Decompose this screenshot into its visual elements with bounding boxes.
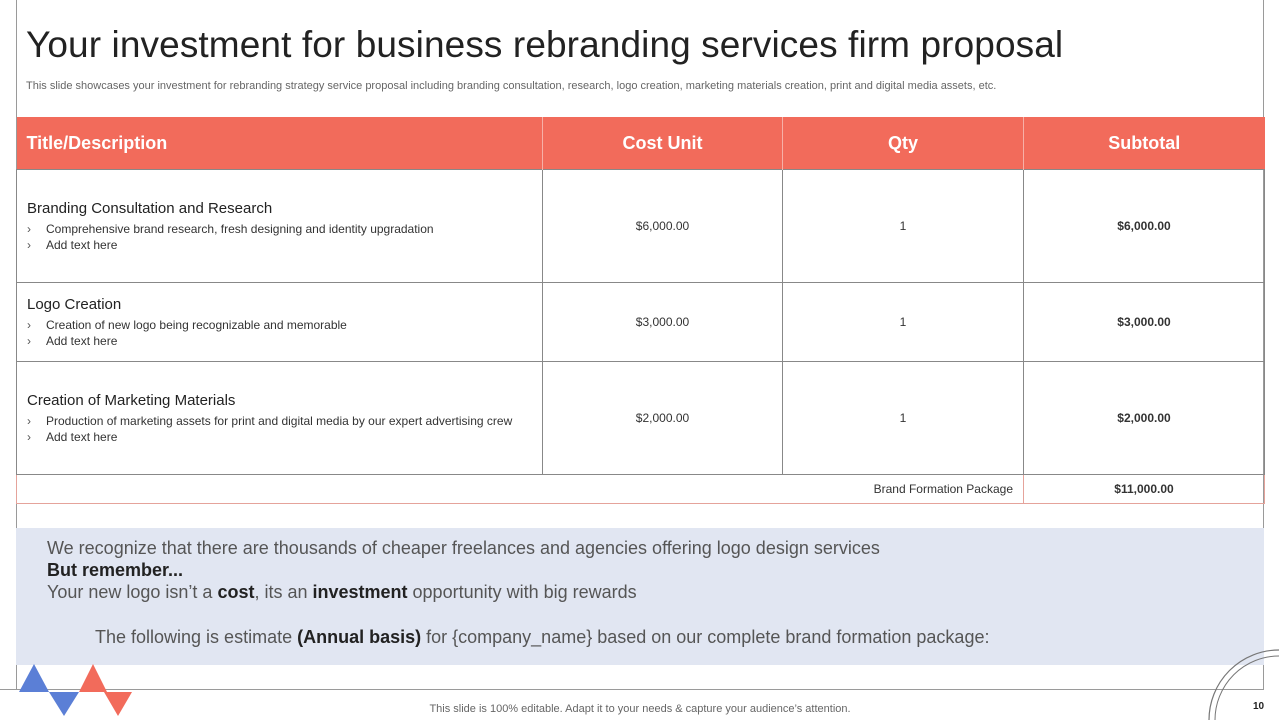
- bullet-item: [27, 333, 532, 349]
- header-subtotal: Subtotal: [1024, 117, 1265, 170]
- frame-bottom-border: [0, 689, 1264, 690]
- chevron-right-icon: ›: [27, 413, 31, 428]
- row-qty: 1: [783, 362, 1024, 475]
- row-cost: $6,000.00: [543, 170, 783, 283]
- total-row: [17, 475, 1265, 504]
- note-box: [16, 528, 1264, 665]
- triangle-up-red-icon: [79, 664, 107, 692]
- note-line-3: [47, 582, 637, 603]
- table-row: [17, 283, 1265, 362]
- note-text: , its an: [254, 582, 313, 602]
- footer-text: This slide is 100% editable. Adapt it to your needs & capture your audience’s attention.: [429, 703, 851, 715]
- chevron-right-icon: ›: [27, 317, 31, 332]
- note-line-4: [95, 627, 989, 648]
- note-emphasis: But remember...: [47, 560, 184, 580]
- page-number: 10: [1253, 701, 1265, 712]
- item-title: Branding Consultation and Research: [27, 199, 273, 217]
- note-text: opportunity with big rewards: [407, 582, 637, 602]
- chevron-right-icon: ›: [27, 221, 31, 236]
- slide-title: Your investment for business rebranding services firm proposal: [26, 24, 1064, 65]
- bullet-list: [27, 221, 532, 253]
- header-title-description: Title/Description: [17, 117, 543, 170]
- note-line-1: We recognize that there are thousands of cheaper freelances and agencies offering logo design services: [47, 538, 880, 558]
- bullet-text: Add text here: [46, 237, 118, 252]
- row-description: [17, 170, 543, 283]
- row-subtotal: $2,000.00: [1024, 362, 1265, 475]
- row-description: [17, 283, 543, 362]
- item-title: Logo Creation: [27, 295, 122, 313]
- total-label: Brand Formation Package: [17, 475, 1024, 504]
- slide-subtitle: This slide showcases your investment for rebranding strategy service proposal including branding consultation, research, logo creation, marketing materials creation, print and digital media assets, etc.: [26, 80, 997, 92]
- bullet-text: Creation of new logo being recognizable and memorable: [46, 317, 347, 332]
- bullet-item: [27, 429, 532, 445]
- note-text: The following is estimate: [95, 627, 298, 647]
- chevron-right-icon: ›: [27, 333, 31, 348]
- note-text: for {company_name} based on our complete brand formation package:: [421, 627, 990, 647]
- note-line-2: [47, 560, 183, 581]
- bullet-item: [27, 221, 532, 237]
- header-cost-unit: Cost Unit: [543, 117, 783, 170]
- total-value: $11,000.00: [1024, 475, 1265, 504]
- row-subtotal: $6,000.00: [1024, 170, 1265, 283]
- triangle-up-blue-icon: [19, 664, 49, 692]
- chevron-right-icon: ›: [27, 429, 31, 444]
- row-cost: $3,000.00: [543, 283, 783, 362]
- table-header-row: [17, 117, 1265, 170]
- header-qty: Qty: [783, 117, 1024, 170]
- bullet-list: [27, 317, 532, 349]
- note-emphasis-annual: (Annual basis): [297, 627, 422, 647]
- bullet-text: Add text here: [46, 429, 118, 444]
- row-qty: 1: [783, 283, 1024, 362]
- bullet-item: [27, 413, 532, 429]
- investment-table: [16, 117, 1265, 504]
- note-emphasis-investment: investment: [312, 582, 408, 602]
- row-subtotal: $3,000.00: [1024, 283, 1265, 362]
- row-description: [17, 362, 543, 475]
- row-qty: 1: [783, 170, 1024, 283]
- chevron-right-icon: ›: [27, 237, 31, 252]
- table-row: [17, 362, 1265, 475]
- bullet-text: Production of marketing assets for print and digital media by our expert advertising crew: [46, 413, 513, 428]
- bullet-text: Add text here: [46, 333, 118, 348]
- bullet-item: [27, 317, 532, 333]
- item-title: Creation of Marketing Materials: [27, 391, 236, 409]
- table-row: [17, 170, 1265, 283]
- bullet-item: [27, 237, 532, 253]
- bullet-text: Comprehensive brand research, fresh designing and identity upgradation: [46, 221, 434, 236]
- note-emphasis-cost: cost: [217, 582, 255, 602]
- row-cost: $2,000.00: [543, 362, 783, 475]
- note-text: Your new logo isn’t a: [47, 582, 218, 602]
- bullet-list: [27, 413, 532, 445]
